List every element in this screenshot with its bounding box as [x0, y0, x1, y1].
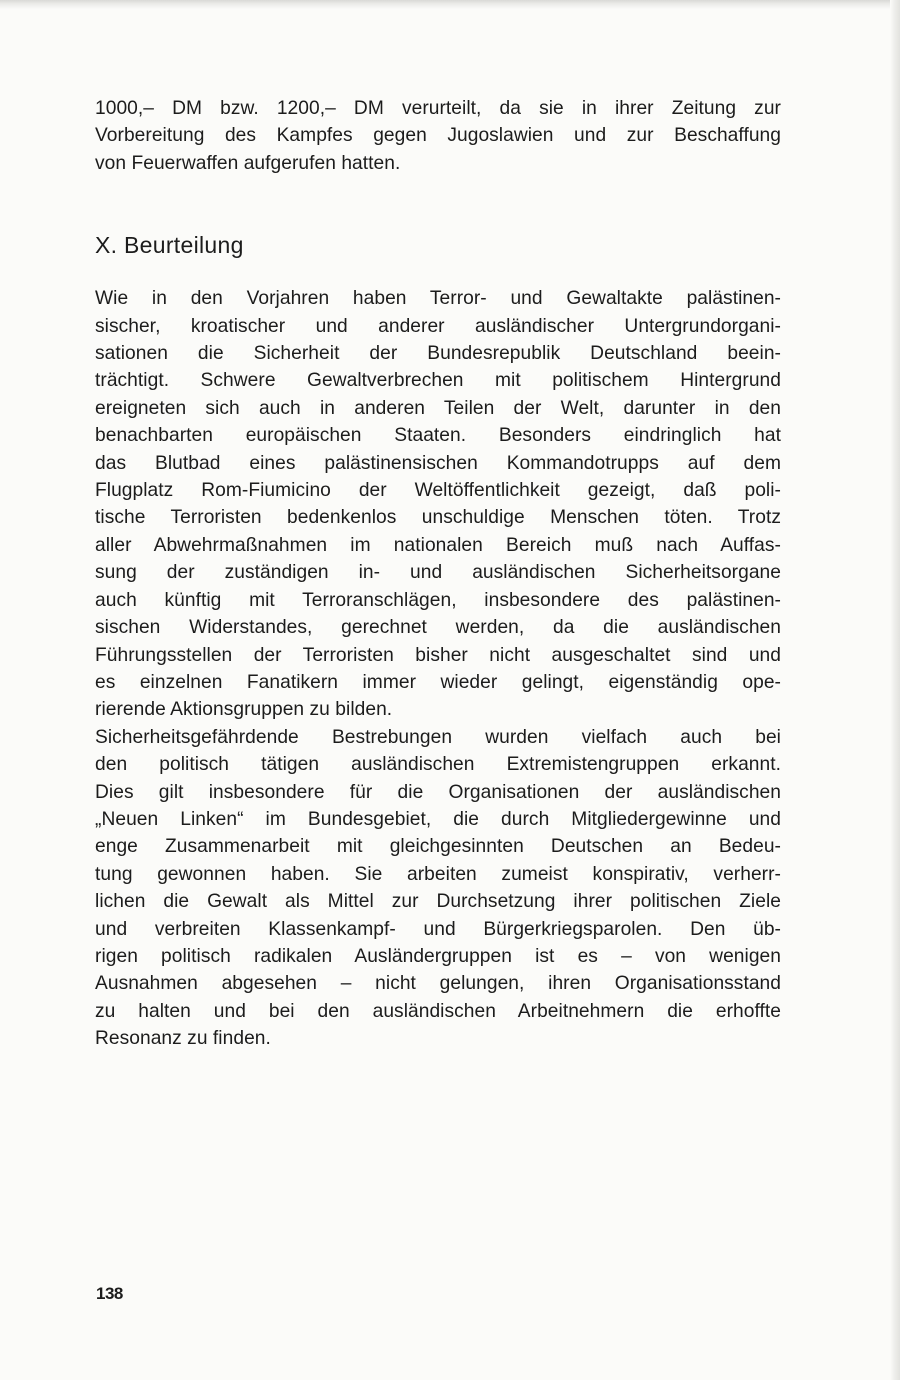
text-line: rigen politisch radikalen Ausländergruppen ist es – von wenigen	[95, 945, 781, 967]
text-line: 1000,– DM bzw. 1200,– DM verurteilt, da sie in ihrer Zeitung zur	[95, 98, 781, 119]
text-line: den politisch tätigen ausländischen Extremistengruppen erkannt.	[95, 754, 781, 776]
scan-right-edge	[890, 0, 900, 1380]
page-body	[95, 95, 781, 1053]
text-line: sationen die Sicherheit der Bundesrepublik Deutschland beein-	[95, 343, 781, 365]
text-line: sischen Widerstandes, gerechnet werden, da die ausländischen	[95, 617, 781, 639]
text-line: Dies gilt insbesondere für die Organisationen der ausländischen	[95, 781, 781, 803]
text-line: von Feuerwaffen aufgerufen hatten.	[95, 152, 401, 174]
text-line: Vorbereitung des Kampfes gegen Jugoslawien und zur Beschaffung	[95, 125, 781, 147]
text-line: das Blutbad eines palästinensischen Kommandotrupps auf dem	[95, 452, 781, 474]
text-line: es einzelnen Fanatikern immer wieder gelingt, eigenständig ope-	[95, 671, 781, 693]
text-line: „Neuen Linken“ im Bundesgebiet, die durch Mitgliedergewinne und	[95, 808, 781, 830]
text-line: tische Terroristen bedenkenlos unschuldige Menschen töten. Trotz	[95, 507, 781, 529]
text-line: sischer, kroatischer und anderer ausländischer Untergrundorgani-	[95, 315, 781, 337]
text-line: auch künftig mit Terroranschlägen, insbesondere des palästinen-	[95, 589, 781, 611]
text-line: Führungsstellen der Terroristen bisher nicht ausgeschaltet sind und	[95, 644, 781, 666]
text-line: trächtigt. Schwere Gewaltverbrechen mit politischem Hintergrund	[95, 370, 781, 392]
text-line: Wie in den Vorjahren haben Terror- und Gewaltakte palästinen-	[95, 288, 781, 310]
assessment-paragraph-2	[95, 724, 781, 1053]
section-heading: X. Beurteilung	[95, 232, 244, 259]
text-line: rierende Aktionsgruppen zu bilden.	[95, 699, 393, 721]
text-line: sung der zuständigen in- und ausländischen Sicherheitsorgane	[95, 562, 781, 584]
text-line: und verbreiten Klassenkampf- und Bürgerkriegsparolen. Den üb-	[95, 918, 781, 940]
text-line: zu halten und bei den ausländischen Arbeitnehmern die erhoffte	[95, 1000, 781, 1022]
text-line: aller Abwehrmaßnahmen im nationalen Bereich muß nach Auffas-	[95, 534, 781, 556]
text-line: Flugplatz Rom-Fiumicino der Weltöffentlichkeit gezeigt, daß poli-	[95, 480, 781, 502]
text-line: Sicherheitsgefährdende Bestrebungen wurden vielfach auch bei	[95, 726, 781, 748]
assessment-paragraph-1	[95, 285, 781, 724]
text-line: enge Zusammenarbeit mit gleichgesinnten Deutschen an Bedeu-	[95, 836, 781, 858]
page-number: 138	[96, 1284, 123, 1303]
scan-top-edge	[0, 0, 900, 9]
text-line: benachbarten europäischen Staaten. Besonders eindringlich hat	[95, 425, 781, 447]
text-line: Ausnahmen abgesehen – nicht gelungen, ihren Organisationsstand	[95, 973, 781, 995]
text-line: lichen die Gewalt als Mittel zur Durchsetzung ihrer politischen Ziele	[95, 891, 781, 913]
text-line: tung gewonnen haben. Sie arbeiten zumeist konspirativ, verherr-	[95, 863, 781, 885]
intro-paragraph	[95, 95, 781, 177]
text-line: Resonanz zu finden.	[95, 1028, 271, 1050]
text-line: ereigneten sich auch in anderen Teilen der Welt, darunter in den	[95, 397, 781, 419]
